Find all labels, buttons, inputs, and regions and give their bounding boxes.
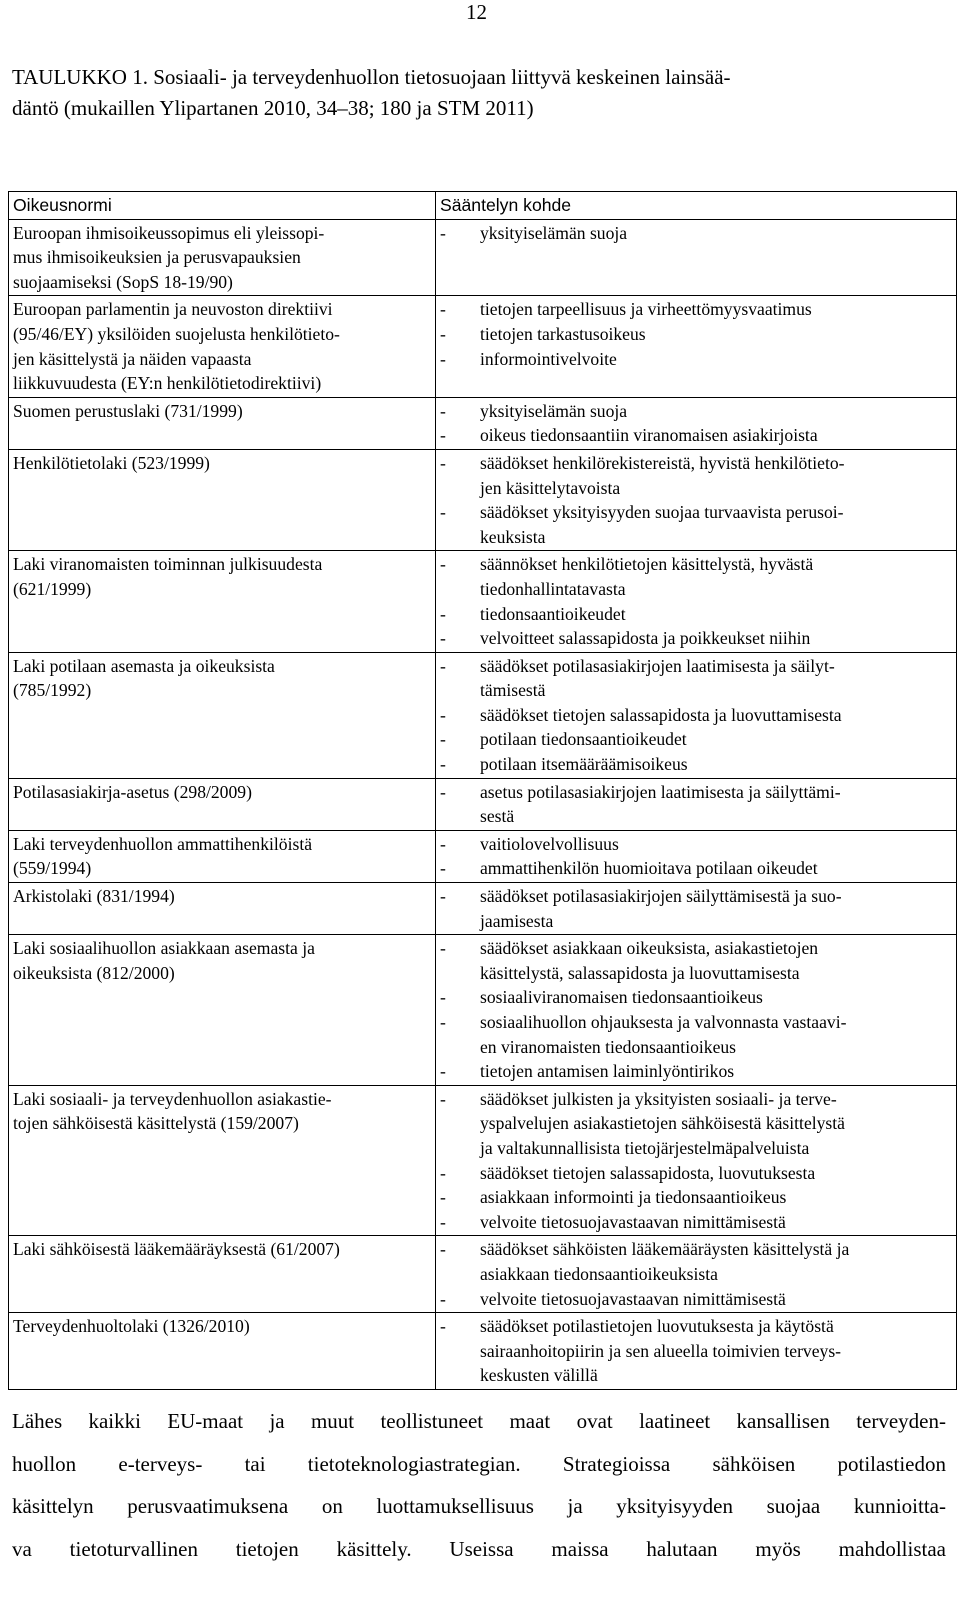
norm-cell <box>9 1313 436 1390</box>
norm-line: liikkuvuudesta (EY:n henkilötietodirektiivi) <box>13 373 322 394</box>
regulation-line: potilaan tiedonsaantioikeudet <box>480 729 687 750</box>
norm-line: jen käsittelystä ja näiden vapaasta <box>13 348 252 369</box>
regulation-line: sosiaalihuollon ohjauksesta ja valvonnasta vastaavi- <box>480 1012 847 1032</box>
regulation-line: säädökset henkilörekistereistä, hyvistä henkilötieto- <box>480 452 845 473</box>
norm-cell <box>9 397 436 449</box>
regulation-line: sairaanhoitopiirin ja sen alueella toimivien terveys- <box>480 1340 842 1361</box>
norm-line: Euroopan ihmisoikeussopimus eli yleissopi- <box>13 222 325 243</box>
regulation-list <box>440 832 952 881</box>
regulation-line: sosiaaliviranomaisen tiedonsaantioikeus <box>480 987 763 1008</box>
regulation-list <box>440 1237 952 1311</box>
regulation-text <box>480 322 952 347</box>
regulation-line: jaamisesta <box>480 910 554 931</box>
norm-line: (785/1992) <box>13 680 92 701</box>
regulation-text <box>480 423 952 448</box>
dash-bullet: - <box>440 222 446 243</box>
regulation-line: säännökset henkilötietojen käsittelystä, hyvästä <box>480 554 814 575</box>
regulation-list <box>440 552 952 650</box>
regulation-line: informointivelvoite <box>480 348 617 369</box>
regulation-line: yksityiselämän suoja <box>480 400 628 421</box>
table-header-row <box>9 192 957 220</box>
regulation-list <box>440 1087 952 1235</box>
regulation-cell <box>436 551 957 652</box>
regulation-item <box>440 322 952 347</box>
regulation-line: tiedonsaantioikeudet <box>480 603 626 624</box>
regulation-line: säädökset potilasasiakirjojen laatimisesta ja säilyt- <box>480 655 835 676</box>
dash-bullet: - <box>440 400 446 421</box>
regulation-cell <box>436 449 957 550</box>
regulation-line: säädökset tietojen salassapidosta, luovutuksesta <box>480 1162 816 1183</box>
regulation-item <box>440 297 952 322</box>
regulation-line: vaitiolovelvollisuus <box>480 833 619 854</box>
dash-bullet: - <box>440 1187 446 1208</box>
regulation-line: säädökset sähköisten lääkemääräysten käsittelystä ja <box>480 1239 850 1260</box>
table-row <box>9 830 957 882</box>
regulation-line: velvoite tietosuojavastaavan nimittämisestä <box>480 1288 786 1309</box>
dash-bullet: - <box>440 348 446 369</box>
regulation-text <box>480 221 952 246</box>
norm-cell <box>9 1085 436 1236</box>
regulation-text <box>480 1059 952 1084</box>
table-caption <box>12 62 942 124</box>
table-row <box>9 935 957 1086</box>
header-oikeusnormi: Oikeusnormi <box>9 192 436 220</box>
norm-line: suojaamiseksi (SopS 18-19/90) <box>13 271 233 292</box>
paragraph-line: va tietoturvallinen tietojen käsittely. Useissa maissa halutaan myös mahdollistaa <box>12 1536 946 1561</box>
table-row <box>9 397 957 449</box>
regulation-line: yspalvelujen asiakastietojen sähköisestä käsittelystä <box>480 1113 845 1134</box>
dash-bullet: - <box>440 1012 446 1032</box>
regulation-line: tämisestä <box>480 680 546 701</box>
norm-line: (559/1994) <box>13 858 92 879</box>
norm-cell <box>9 830 436 882</box>
regulation-text <box>480 1237 952 1286</box>
regulation-line: keskusten välillä <box>480 1365 598 1386</box>
caption-line: däntö (mukaillen Ylipartanen 2010, 34–38; 180 ja STM 2011) <box>12 96 534 120</box>
regulation-list <box>440 451 952 549</box>
regulation-list <box>440 297 952 371</box>
legislation-table <box>8 191 957 1390</box>
regulation-line: keuksista <box>480 526 546 547</box>
dash-bullet: - <box>440 299 446 320</box>
regulation-text <box>480 1161 952 1186</box>
regulation-list <box>440 654 952 777</box>
regulation-line: tietojen antamisen laiminlyöntirikos <box>480 1061 735 1082</box>
dash-bullet: - <box>440 729 446 750</box>
regulation-line: säädökset potilasasiakirjojen säilyttämisestä ja suo- <box>480 886 842 907</box>
regulation-line: säädökset tietojen salassapidosta ja luovuttamisesta <box>480 704 842 725</box>
norm-line: Euroopan parlamentin ja neuvoston direktiivi <box>13 299 333 320</box>
regulation-line: tietojen tarpeellisuus ja virheettömyysvaatimus <box>480 299 812 320</box>
regulation-text <box>480 936 952 985</box>
regulation-item <box>440 780 952 829</box>
regulation-line: en viranomaisten tiedonsaantioikeus <box>480 1036 737 1057</box>
dash-bullet: - <box>440 938 446 959</box>
regulation-line: tiedonhallintatavasta <box>480 578 626 599</box>
norm-cell <box>9 778 436 830</box>
regulation-item <box>440 626 952 651</box>
paragraph-line: Lähes kaikki EU-maat ja muut teollistuneet maat ovat laatineet kansallisen terveyden- <box>12 1409 946 1433</box>
norm-line: (95/46/EY) yksilöiden suojelusta henkilötieto- <box>13 323 340 344</box>
table-row <box>9 551 957 652</box>
regulation-item <box>440 936 952 985</box>
dash-bullet: - <box>440 1239 446 1260</box>
header-saantelyn-kohde: Sääntelyn kohde <box>436 192 957 220</box>
regulation-line: käsittelystä, salassapidosta ja luovuttamisesta <box>480 962 800 983</box>
dash-bullet: - <box>440 603 446 624</box>
norm-cell <box>9 219 436 296</box>
regulation-text <box>480 985 952 1010</box>
body-paragraph <box>12 1400 946 1570</box>
norm-line: Suomen perustuslaki (731/1999) <box>13 400 243 421</box>
table-row <box>9 883 957 935</box>
regulation-line: yksityiselämän suoja <box>480 222 628 243</box>
norm-line: Laki sosiaalihuollon asiakkaan asemasta ja <box>13 938 315 959</box>
regulation-line: jen käsittelytavoista <box>480 477 621 498</box>
norm-cell <box>9 296 436 397</box>
dash-bullet: - <box>440 323 446 344</box>
norm-line: Arkistolaki (831/1994) <box>13 886 175 907</box>
table-row <box>9 1085 957 1236</box>
regulation-text <box>480 1314 952 1388</box>
regulation-text <box>480 832 952 857</box>
dash-bullet: - <box>440 452 446 473</box>
dash-bullet: - <box>440 781 446 802</box>
regulation-list <box>440 936 952 1084</box>
regulation-text <box>480 297 952 322</box>
regulation-list <box>440 884 952 933</box>
table-row <box>9 778 957 830</box>
regulation-item <box>440 423 952 448</box>
regulation-text <box>480 752 952 777</box>
norm-line: Laki potilaan asemasta ja oikeuksista <box>13 655 275 676</box>
norm-cell <box>9 449 436 550</box>
regulation-line: ammattihenkilön huomioitava potilaan oikeudet <box>480 858 818 879</box>
dash-bullet: - <box>440 987 446 1008</box>
regulation-cell <box>436 219 957 296</box>
regulation-line: asiakkaan tiedonsaantioikeuksista <box>480 1263 718 1284</box>
regulation-line: ja valtakunnallisista tietojärjestelmäpalveluista <box>480 1137 810 1158</box>
table-row <box>9 652 957 778</box>
regulation-item <box>440 552 952 601</box>
regulation-item <box>440 1237 952 1286</box>
regulation-item <box>440 884 952 933</box>
dash-bullet: - <box>440 1162 446 1183</box>
dash-bullet: - <box>440 1211 446 1232</box>
regulation-item <box>440 1314 952 1388</box>
norm-line: Henkilötietolaki (523/1999) <box>13 452 210 473</box>
dash-bullet: - <box>440 425 446 446</box>
regulation-text <box>480 1087 952 1161</box>
paragraph-line: huollon e-terveys- tai tietoteknologiastrategian. Strategioissa sähköisen potilastiedon <box>12 1451 946 1476</box>
norm-cell <box>9 551 436 652</box>
regulation-text <box>480 1287 952 1312</box>
dash-bullet: - <box>440 754 446 775</box>
regulation-text <box>480 1185 952 1210</box>
regulation-cell <box>436 883 957 935</box>
regulation-cell <box>436 652 957 778</box>
page-number: 12 <box>466 0 487 24</box>
regulation-item <box>440 832 952 857</box>
regulation-line: tietojen tarkastusoikeus <box>480 323 646 344</box>
regulation-line: asiakkaan informointi ja tiedonsaantioikeus <box>480 1187 787 1208</box>
regulation-item <box>440 399 952 424</box>
dash-bullet: - <box>440 1061 446 1082</box>
regulation-line: säädökset asiakkaan oikeuksista, asiakastietojen <box>480 938 819 959</box>
regulation-line: velvoitteet salassapidosta ja poikkeukset niihin <box>480 628 811 649</box>
norm-line: Laki viranomaisten toiminnan julkisuudesta <box>13 554 323 575</box>
dash-bullet: - <box>440 1288 446 1309</box>
regulation-item <box>440 500 952 549</box>
regulation-text <box>480 703 952 728</box>
norm-line: tojen sähköisestä käsittelystä (159/2007) <box>13 1113 299 1134</box>
regulation-line: potilaan itsemääräämisoikeus <box>480 754 688 775</box>
regulation-text <box>480 347 952 372</box>
dash-bullet: - <box>440 858 446 879</box>
regulation-text <box>480 1010 952 1059</box>
regulation-cell <box>436 296 957 397</box>
regulation-list <box>440 1314 952 1388</box>
norm-line: Laki sosiaali- ja terveydenhuollon asiakastie- <box>13 1088 332 1109</box>
norm-line: Terveydenhuoltolaki (1326/2010) <box>13 1316 250 1337</box>
regulation-line: säädökset potilastietojen luovutuksesta ja käytöstä <box>480 1316 834 1337</box>
regulation-item <box>440 1010 952 1059</box>
regulation-item <box>440 1210 952 1235</box>
regulation-item <box>440 1087 952 1161</box>
regulation-item <box>440 654 952 703</box>
regulation-item <box>440 985 952 1010</box>
norm-line: Laki terveydenhuollon ammattihenkilöistä <box>13 833 313 854</box>
regulation-text <box>480 451 952 500</box>
regulation-line: velvoite tietosuojavastaavan nimittämisestä <box>480 1211 786 1232</box>
regulation-text <box>480 884 952 933</box>
norm-cell <box>9 883 436 935</box>
regulation-item <box>440 1287 952 1312</box>
table-row <box>9 1236 957 1313</box>
dash-bullet: - <box>440 886 446 907</box>
dash-bullet: - <box>440 554 446 575</box>
regulation-list <box>440 399 952 448</box>
regulation-item <box>440 221 952 246</box>
regulation-text <box>480 1210 952 1235</box>
norm-cell <box>9 935 436 1086</box>
regulation-text <box>480 500 952 549</box>
regulation-line: sestä <box>480 806 515 827</box>
regulation-text <box>480 654 952 703</box>
regulation-item <box>440 1161 952 1186</box>
regulation-item <box>440 703 952 728</box>
regulation-cell <box>436 1236 957 1313</box>
table-row <box>9 296 957 397</box>
norm-line: (621/1999) <box>13 578 92 599</box>
dash-bullet: - <box>440 655 446 676</box>
norm-line: Laki sähköisestä lääkemääräyksestä (61/2007) <box>13 1239 340 1260</box>
dash-bullet: - <box>440 833 446 854</box>
regulation-text <box>480 602 952 627</box>
regulation-item <box>440 1185 952 1210</box>
regulation-item <box>440 451 952 500</box>
regulation-text <box>480 552 952 601</box>
regulation-cell <box>436 397 957 449</box>
paragraph-line: käsittelyn perusvaatimuksena on luottamuksellisuus ja yksityisyyden suojaa kunnioitta- <box>12 1494 946 1518</box>
regulation-text <box>480 626 952 651</box>
regulation-text <box>480 399 952 424</box>
regulation-text <box>480 727 952 752</box>
regulation-item <box>440 752 952 777</box>
regulation-cell <box>436 830 957 882</box>
norm-line: mus ihmisoikeuksien ja perusvapauksien <box>13 247 301 268</box>
norm-line: Potilasasiakirja-asetus (298/2009) <box>13 781 252 802</box>
regulation-item <box>440 347 952 372</box>
table-row <box>9 219 957 296</box>
regulation-cell <box>436 778 957 830</box>
regulation-line: säädökset yksityisyyden suojaa turvaavista perusoi- <box>480 502 844 523</box>
dash-bullet: - <box>440 628 446 649</box>
regulation-text <box>480 780 952 829</box>
regulation-item <box>440 727 952 752</box>
table-row <box>9 1313 957 1390</box>
table-row <box>9 449 957 550</box>
regulation-cell <box>436 1313 957 1390</box>
regulation-list <box>440 221 952 246</box>
dash-bullet: - <box>440 1088 446 1109</box>
caption-line: TAULUKKO 1. Sosiaali- ja terveydenhuollon tietosuojaan liittyvä keskeinen lainsää- <box>12 65 731 89</box>
regulation-cell <box>436 935 957 1086</box>
regulation-cell <box>436 1085 957 1236</box>
norm-line: oikeuksista (812/2000) <box>13 962 175 983</box>
dash-bullet: - <box>440 502 446 523</box>
regulation-line: säädökset julkisten ja yksityisten sosiaali- ja terve- <box>480 1088 837 1109</box>
dash-bullet: - <box>440 1316 446 1337</box>
norm-cell <box>9 652 436 778</box>
regulation-item <box>440 602 952 627</box>
norm-cell <box>9 1236 436 1313</box>
regulation-item <box>440 1059 952 1084</box>
regulation-text <box>480 856 952 881</box>
regulation-item <box>440 856 952 881</box>
regulation-list <box>440 780 952 829</box>
dash-bullet: - <box>440 704 446 725</box>
regulation-line: asetus potilasasiakirjojen laatimisesta ja säilyttämi- <box>480 781 841 802</box>
regulation-line: oikeus tiedonsaantiin viranomaisen asiakirjoista <box>480 425 818 446</box>
